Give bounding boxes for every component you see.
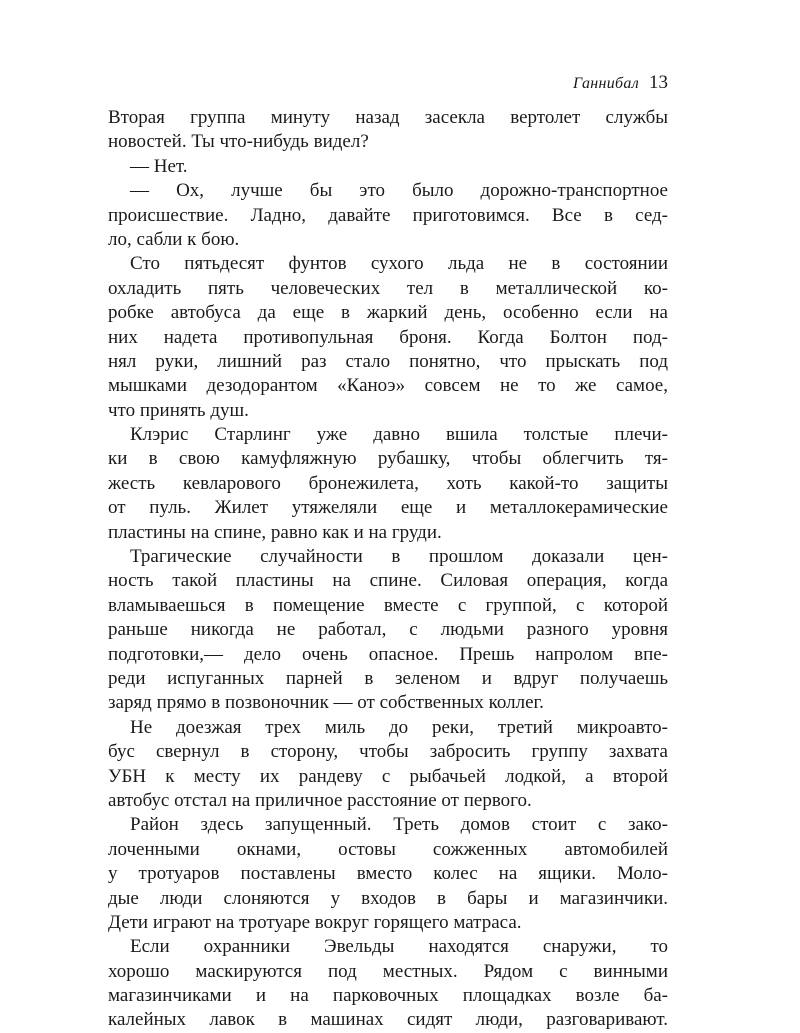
text-line: лоченными окнами, остовы сожженных автомобилей	[108, 838, 668, 860]
text-line: Если охранники Эвельды находятся снаружи, то	[130, 936, 668, 958]
text-line: Дети играют на тротуаре вокруг горящего матраса.	[108, 911, 522, 933]
text-line: раньше никогда не работал, с людьми разного уровня	[108, 619, 668, 641]
running-head	[108, 72, 668, 106]
text-line: у тротуаров поставлены вместо колес на ящики. Моло-	[108, 863, 668, 885]
text-line: автобус отстал на приличное расстояние от первого.	[108, 789, 532, 811]
text-line: происшествие. Ладно, давайте приготовимся. Все в сед-	[108, 204, 668, 226]
text-line: Район здесь запущенный. Треть домов стоит с зако-	[130, 814, 668, 836]
book-page	[108, 72, 668, 1033]
text-line: новостей. Ты что-нибудь видел?	[108, 131, 369, 153]
text-line: охладить пять человеческих тел в металлической ко-	[108, 277, 668, 299]
text-line: калейных лавок в машинах сидят люди, разговаривают.	[108, 1009, 668, 1031]
text-line: от пуль. Жилет утяжеляли еще и металлокерамические	[108, 497, 668, 519]
text-line: вламываешься в помещение вместе с группой, с которой	[108, 594, 668, 616]
page-number: 13	[649, 72, 668, 93]
body-text	[108, 106, 668, 1033]
text-line: — Ох, лучше бы это было дорожно-транспортное	[130, 180, 668, 202]
text-line: Трагические случайности в прошлом доказали цен-	[130, 546, 668, 568]
running-head-title: Ганнибал	[572, 75, 639, 92]
text-line: ность такой пластины на спине. Силовая операция, когда	[108, 570, 668, 592]
text-line: мышками дезодорантом «Каноэ» совсем не то же самое,	[108, 375, 668, 397]
text-line: робке автобуса да еще в жаркий день, особенно если на	[108, 302, 668, 324]
text-line: УБН к месту их рандеву с рыбачьей лодкой, а второй	[108, 765, 668, 787]
text-line: дые люди слоняются у входов в бары и магазинчики.	[108, 887, 668, 909]
text-line: Вторая группа минуту назад засекла вертолет службы	[108, 107, 668, 128]
text-line: пластины на спине, равно как и на груди.	[108, 521, 442, 543]
text-line: подготовки,— дело очень опасное. Прешь напролом впе-	[108, 643, 668, 665]
text-line: хорошо маскируются под местных. Рядом с винными	[108, 960, 668, 982]
text-line: реди испуганных парней в зеленом и вдруг получаешь	[108, 667, 668, 689]
text-line: нял руки, лишний раз стало понятно, что прыскать под	[108, 350, 668, 372]
text-line: — Нет.	[130, 155, 188, 177]
text-line: Клэрис Старлинг уже давно вшила толстые плечи-	[130, 424, 668, 446]
text-line: бус свернул в сторону, чтобы забросить группу захвата	[108, 741, 668, 763]
text-line: жесть кевларового бронежилета, хоть какой-то защиты	[108, 472, 668, 494]
text-line: Не доезжая трех миль до реки, третий микроавто-	[130, 716, 668, 738]
text-line: Сто пятьдесят фунтов сухого льда не в состоянии	[130, 253, 668, 275]
text-line: магазинчиками и на парковочных площадках возле ба-	[108, 985, 668, 1007]
text-line: ки в свою камуфляжную рубашку, чтобы облегчить тя-	[108, 448, 668, 470]
text-line: заряд прямо в позвоночник — от собственных коллег.	[108, 692, 544, 714]
text-line: что принять душ.	[108, 399, 249, 421]
text-line: них надета противопульная броня. Когда Болтон под-	[108, 326, 668, 348]
text-line: ло, сабли к бою.	[108, 228, 240, 250]
